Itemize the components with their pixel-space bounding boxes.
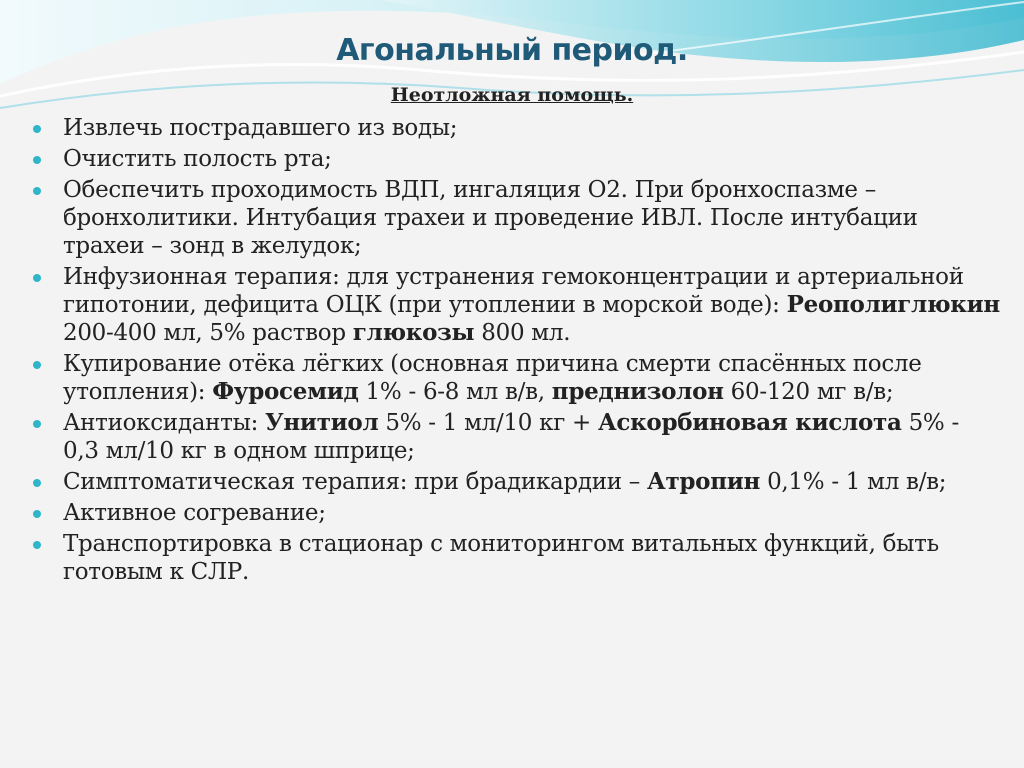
list-item — [31, 530, 1001, 586]
slide-title: Агональный период. — [336, 33, 688, 68]
list-item-text: 5% - 0,3 мл/10 кг в одном шприце; — [63, 410, 959, 464]
list-item-text: Очистить полость рта; — [63, 146, 332, 172]
list-item-text: Активное согревание; — [63, 500, 326, 526]
list-item-text: 200-400 мл, 5% раствор — [63, 320, 353, 346]
list-item — [31, 350, 1001, 406]
list-item-text: Купирование отёка лёгких (основная причина смерти спасённых после утопления): — [63, 351, 922, 405]
drug-name: глюкозы — [352, 319, 475, 346]
list-item-text: Антиоксиданты: — [63, 410, 266, 436]
list-item-text: 5% - 1 мл/10 кг + — [378, 410, 598, 436]
list-item-text: Обеспечить проходимость ВДП, ингаляция О2. При бронхоспазме – бронхолитики. Интубация трахеи и проведение ИВЛ. После интубации трахеи – зонд в желудок; — [63, 177, 918, 259]
drug-name: преднизолон — [551, 378, 724, 405]
list-item-text: Инфузионная терапия: для устранения гемоконцентрации и артериальной гипотонии, дефицита ОЦК (при утоплении в морской воде): — [63, 264, 964, 318]
list-item — [31, 263, 1001, 347]
drug-name: Реополиглюкин — [786, 291, 1000, 318]
drug-name: Атропин — [647, 468, 761, 495]
drug-name: Фуросемид — [212, 378, 359, 405]
list-item — [31, 499, 1001, 527]
list-item-text: Симптоматическая терапия: при брадикардии – — [63, 469, 648, 495]
list-item — [31, 114, 1001, 142]
drug-name: Аскорбиновая кислота — [597, 409, 902, 436]
list-item-text: 1% - 6-8 мл в/в, — [358, 379, 552, 405]
list-item — [31, 468, 1001, 496]
list-item — [31, 176, 1001, 260]
bullet-list — [31, 114, 1001, 589]
list-item-text: 800 мл. — [474, 320, 571, 346]
list-item-text: 60-120 мг в/в; — [723, 379, 894, 405]
list-item — [31, 145, 1001, 173]
list-item-text: 0,1% - 1 мл в/в; — [760, 469, 947, 495]
drug-name: Унитиол — [265, 409, 379, 436]
slide-subtitle: Неотложная помощь. — [390, 84, 634, 106]
list-item — [31, 409, 1001, 465]
list-item-text: Транспортировка в стационар с мониторингом витальных функций, быть готовым к СЛР. — [63, 531, 939, 585]
list-item-text: Извлечь пострадавшего из воды; — [63, 115, 458, 141]
